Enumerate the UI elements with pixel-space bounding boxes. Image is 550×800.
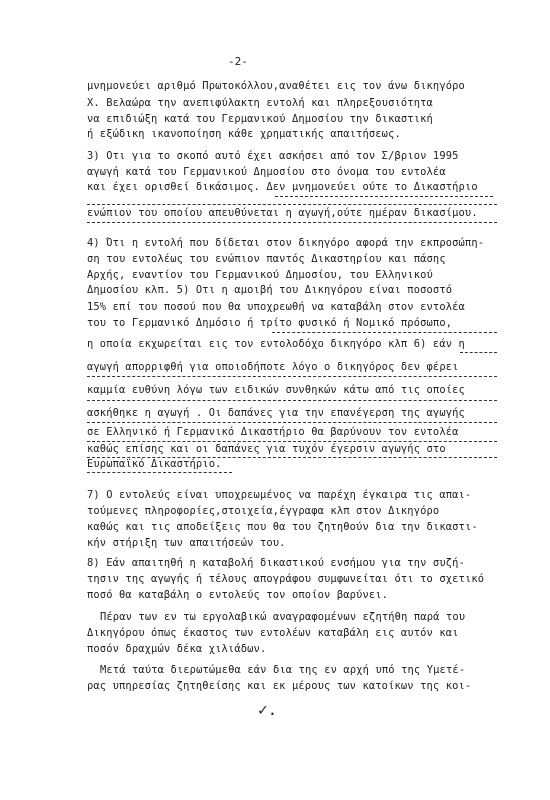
underline — [460, 352, 497, 353]
text-line: ή εξώδικη ικανοποίηση κάθε χρηματικής απαιτήσεως. — [87, 128, 401, 140]
text-line: Μετά ταύτα διερωτώμεθα εάν δια της εν αρχή υπό της Υμετέ- — [100, 664, 466, 676]
text-line: ρας υπηρεσίας ζητηθείσης και εκ μέρους των κατοίκων της κοι- — [87, 680, 472, 692]
text-line: του το Γερμανικό Δημόσιο ή τρίτο φυσικό ή Νομικό πρόσωπο, — [87, 317, 453, 329]
text-line: αγωγή απορριφθή για οποιοδήποτε λόγο ο δικηγόρος δεν φέρει — [87, 361, 459, 373]
text-line: καθώς και τις αποδείξεις που θα του ζητηθούν δια την δικαστι- — [87, 521, 478, 533]
text-line: ενώπιον του οποίου απευθύνεται η αγωγή,ούτε ημέραν δικασίμου. — [87, 207, 478, 219]
text-line: 7) Ο εντολεύς είναι υποχρεωμένος να παρέχη έγκαιρα τις απαι- — [87, 489, 472, 501]
text-line: 15% επί του ποσού που θα υποχρεωθή να καταβάλη στον εντολέα — [87, 301, 465, 313]
check-mark: ✓. — [258, 700, 278, 719]
text-line: Δικηγόρου όπως έκαστος των εντολέων καταβάλη εις αυτόν και — [87, 627, 459, 639]
underline — [87, 222, 497, 223]
text-line: Χ. Βελαώρα την ανεπιφύλακτη εντολή και πληρεξουσιότητα — [87, 97, 433, 109]
text-line: τούμενες πληροφορίες,στοιχεία,έγγραφα κλπ στον Δικηγόρο — [87, 505, 440, 517]
text-line: και έχει ορισθεί δικάσιμος. Δεν μνημονεύει ούτε το Δικαστήριο — [87, 181, 478, 193]
text-line: Ευρωπαϊκό Δικαστήριο. — [87, 458, 222, 470]
text-line: μνημονεύει αριθμό Πρωτοκόλλου,αναθέτει εις τον άνω δικηγόρο — [87, 80, 465, 92]
text-line: κήν στήριξη των απαιτήσεών του. — [87, 537, 286, 549]
text-line: Δημοσίου κλπ. 5) Οτι η αμοιβή του Δικηγόρου είναι ποσοστό — [87, 284, 453, 296]
text-line: καθώς επίσης και οι δαπάνες για τυχόν έγερσιν αγωγής στο — [87, 443, 446, 455]
text-line: 3) Οτι για το σκοπό αυτό έχει ασκήσει από τον Σ/βριον 1995 — [87, 150, 459, 162]
underline — [275, 196, 493, 197]
underline — [272, 332, 497, 333]
text-line: Πέραν των εν τω εργολαβικώ αναγραφομένων εζητήθη παρά του — [100, 611, 466, 623]
underline — [87, 400, 497, 401]
text-line: σε Ελληνικό ή Γερμανικό Δικαστήριο θα βαρύνουν τον εντολέα — [87, 426, 459, 438]
underline — [87, 204, 497, 205]
text-line: τησιν της αγωγής ή τέλους απογράφου συμφωνείται ότι το σχετικό — [87, 573, 485, 585]
text-line: Αρχής, εναντίον του Γερμανικού Δημοσίου, του Ελληνικού — [87, 269, 433, 281]
underline — [87, 441, 497, 442]
text-line: 4) Ότι η εντολή που δίδεται στον δικηγόρο αφορά την εκπροσώπη- — [87, 237, 485, 249]
text-line: ποσόν δραχμών δέκα χιλιάδων. — [87, 643, 267, 655]
page-number: -2- — [228, 55, 248, 68]
text-line: ση του εντολέως του ενώπιον παντός Δικαστηρίου και πάσης — [87, 253, 446, 265]
underline — [87, 376, 497, 377]
text-line: ποσό θα καταβάλη ο εντολεύς τον οποίον βαρύνει. — [87, 589, 389, 601]
text-line: αγωγή κατά του Γερμανικού Δημοσίου στο όνομα του εντολέα — [87, 166, 446, 178]
underline — [87, 472, 232, 473]
text-line: η οποία εκχωρείται εις τον εντολοδόχο δικηγόρο κλπ 6) εάν η — [87, 338, 465, 350]
text-line: καμμία ευθύνη λόγω των ειδικών συνθηκών κάτω από τις οποίες — [87, 384, 465, 396]
text-line: να επιδιώξη κατά του Γερμανικού Δημοσίου την δικαστική — [87, 113, 433, 125]
text-line: 8) Εάν απαιτηθή η καταβολή δικαστικού ενσήμου για την συζή- — [87, 557, 465, 569]
underline — [87, 422, 497, 423]
text-line: ασκήθηκε η αγωγή . Οι δαπάνες για την επανέγερση της αγωγής — [87, 407, 465, 419]
